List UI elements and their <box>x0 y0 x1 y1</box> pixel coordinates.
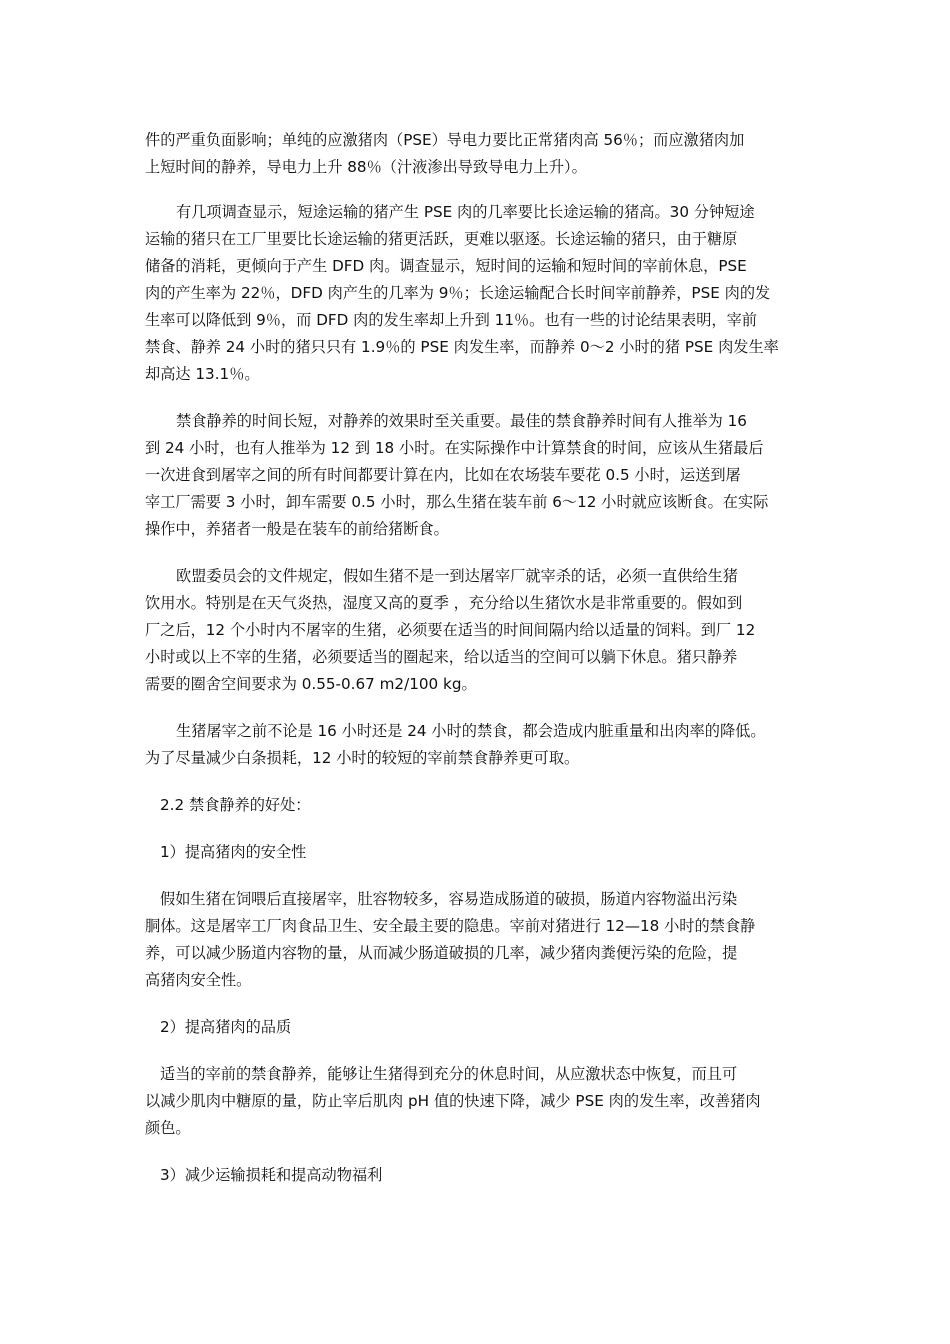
text-line: 适当的宰前的禁食静养，能够让生猪得到充分的休息时间，从应激状态中恢复，而且可 <box>160 1065 738 1083</box>
text-line: 上短时间的静养，导电力上升 88％（汁液渗出导致导电力上升）。 <box>145 158 587 176</box>
text-line: 养，可以减少肠道内容物的量，从而减少肠道破损的几率，减少猪肉粪便污染的危险，提 <box>145 944 738 962</box>
text-line: 生率可以降低到 9％，而 DFD 肉的发生率却上升到 11％。也有一些的讨论结果表明，宰前 <box>145 311 757 329</box>
text-line: 到 24 小时，也有人推举为 12 到 18 小时。在实际操作中计算禁食的时间，应该从生猪最后 <box>145 439 764 457</box>
text-line: 欧盟委员会的文件规定，假如生猪不是一到达屠宰厂就宰杀的话，必须一直供给生猪 <box>176 567 738 585</box>
text-line: 禁食静养的时间长短，对静养的效果时至关重要。最佳的禁食静养时间有人推举为 16 <box>176 412 747 430</box>
subsection-heading: 2）提高猪肉的品质 <box>160 1018 292 1036</box>
text-line: 颜色。 <box>145 1119 191 1137</box>
text-line: 有几项调查显示，短途运输的猪产生 PSE 肉的几率要比长途运输的猪高。30 分钟短途 <box>176 203 755 221</box>
subsection-heading: 3）减少运输损耗和提高动物福利 <box>160 1166 383 1184</box>
text-line: 宰工厂需要 3 小时，卸车需要 0.5 小时，那么生猪在装车前 6～12 小时就应该断食。在实际 <box>145 493 769 511</box>
text-line: 却高达 13.1％。 <box>145 365 260 383</box>
text-line: 以减少肌肉中糖原的量，防止宰后肌肉 pH 值的快速下降，减少 PSE 肉的发生率，改善猪肉 <box>145 1092 761 1110</box>
text-line: 为了尽量减少白条损耗，12 小时的较短的宰前禁食静养更可取。 <box>145 749 580 767</box>
subsection-heading: 1）提高猪肉的安全性 <box>160 843 307 861</box>
text-line: 需要的圈舍空间要求为 0.55-0.67 m2/100 kg。 <box>145 675 477 693</box>
text-line: 操作中，养猪者一般是在装车的前给猪断食。 <box>145 520 449 538</box>
text-line: 高猪肉安全性。 <box>145 971 252 989</box>
text-line: 储备的消耗，更倾向于产生 DFD 肉。调查显示，短时间的运输和短时间的宰前休息，PSE <box>145 257 747 275</box>
text-line: 一次进食到屠宰之间的所有时间都要计算在内，比如在农场装车要花 0.5 小时，运送到屠 <box>145 466 741 484</box>
section-heading: 2.2 禁食静养的好处： <box>160 796 311 814</box>
text-line: 假如生猪在饲喂后直接屠宰，肚容物较多，容易造成肠道的破损，肠道内容物溢出污染 <box>160 890 738 908</box>
text-line: 肉的产生率为 22％，DFD 肉产生的几率为 9％；长途运输配合长时间宰前静养，PSE 肉的发 <box>145 284 771 302</box>
text-line: 禁食、静养 24 小时的猪只只有 1.9％的 PSE 肉发生率，而静养 0～2 小时的猪 PSE 肉发生率 <box>145 338 779 356</box>
text-line: 饮用水。特别是在天气炎热，湿度又高的夏季 ，充分给以生猪饮水是非常重要的。假如到 <box>145 594 743 612</box>
text-line: 厂之后，12 个小时内不屠宰的生猪，必须要在适当的时间间隔内给以适量的饲料。到厂 12 <box>145 621 756 639</box>
text-line: 胴体。这是屠宰工厂肉食品卫生、安全最主要的隐患。宰前对猪进行 12—18 小时的禁食静 <box>145 917 756 935</box>
text-line: 小时或以上不宰的生猪，必须要适当的圈起来，给以适当的空间可以躺下休息。猪只静养 <box>145 648 738 666</box>
text-line: 运输的猪只在工厂里要比长途运输的猪更活跃，更难以驱逐。长途运输的猪只，由于糖原 <box>145 230 738 248</box>
text-line: 生猪屠宰之前不论是 16 小时还是 24 小时的禁食，都会造成内脏重量和出肉率的降低。 <box>176 722 766 740</box>
text-line: 件的严重负面影响；单纯的应激猪肉（PSE）导电力要比正常猪肉高 56％；而应激猪肉加 <box>145 131 745 149</box>
